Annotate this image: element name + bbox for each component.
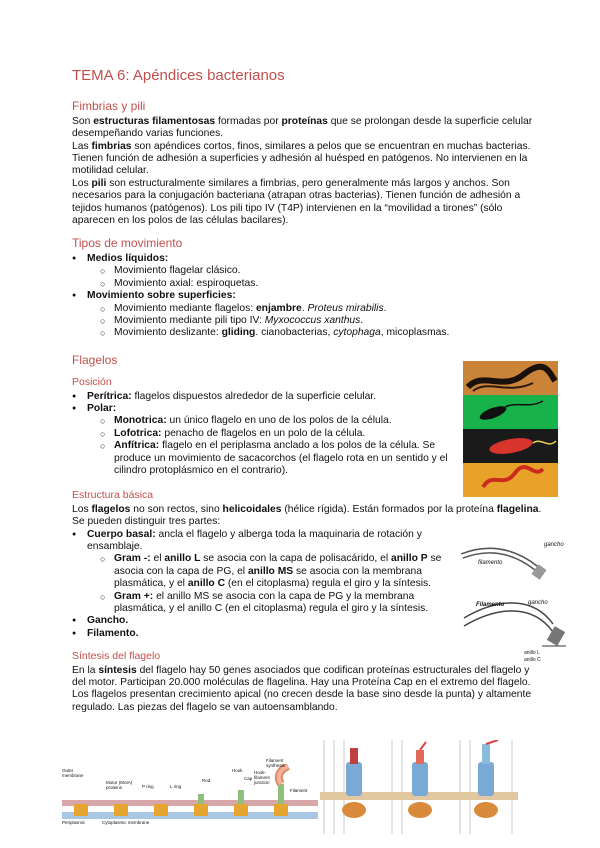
label-filamento-2: Filamento xyxy=(476,602,505,608)
page-title: TEMA 6: Apéndices bacterianos xyxy=(72,67,285,84)
list-item: ○ Movimiento deslizante: gliding. cianobacterias, cytophaga, micoplasmas. xyxy=(72,327,542,339)
label-l-ring: L ring xyxy=(170,784,182,789)
flagellum-assembly-panels xyxy=(320,740,518,834)
list-item: ○ Lofotrica: penacho de flagelos en un polo de la célula. xyxy=(72,428,462,440)
list-item: ○ Gram +: el anillo MS se asocia con la capa de PG y la membrana plasmática, y el anillo C (en el citoplasma) regula el giro y la síntesis. xyxy=(72,591,452,616)
list-item: ○ Movimiento flagelar clásico. xyxy=(72,265,542,277)
label-p-ring: P ring xyxy=(142,784,154,789)
list-item: ○ Movimiento mediante pili tipo IV: Myxococcus xanthus. xyxy=(72,315,542,327)
hook-filament-diagram xyxy=(458,538,573,666)
label-hook-filament-junction: Hook-filament junction xyxy=(254,770,270,785)
list-item: ● Gancho. xyxy=(72,615,452,627)
list-item: ○ Gram -: el anillo L se asocia con la capa de polisacárido, el anillo P se asocia con la capa de PG, el anillo MS se asocia con la membrana plasmática, y el anillo C (en el citoplasma) regula el giro y la síntesis. xyxy=(72,553,452,590)
list-item: ● Polar: xyxy=(72,403,462,415)
sintesis-heading: Síntesis del flagelo xyxy=(72,650,161,663)
label-gancho-1: gancho xyxy=(544,542,564,548)
posicion-list xyxy=(72,391,462,478)
list-item: ○ Anfítrica: flagelo en el periplasma anclado a los polos de la célula. Se produce un movimiento de sacacorchos (el flagelo rota en un sentido y el cilindro protoplásmico en el contrario). xyxy=(72,440,462,477)
label-periplasmic: Periplasmic xyxy=(62,820,86,825)
section-fimbrias-heading: Fimbrias y pili xyxy=(72,99,146,114)
label-anillo-l: anillo L xyxy=(524,650,540,656)
assembly-panels-svg xyxy=(320,740,518,834)
fimbrias-p2: Las fimbrias son apéndices cortos, finos, similares a pelos que se encuentran en muchas bacterias. Tienen función de adhesión a superficies y adhesión al huésped en patógenos. No intervienen en la motilidad celular. xyxy=(72,140,531,177)
label-filament: Filament xyxy=(290,788,308,793)
estructura-heading: Estructura básica xyxy=(72,489,154,502)
flagellum-synthesis-diagram xyxy=(62,758,318,830)
label-filamento-1: filamento xyxy=(478,560,503,566)
label-motor-proteins: Motor (MotA) proteins xyxy=(106,780,133,790)
label-cap: Cap xyxy=(244,776,253,781)
list-item: ○ Movimiento axial: espiroquetas. xyxy=(72,278,542,290)
estructura-list xyxy=(72,529,452,641)
posicion-heading: Posición xyxy=(72,376,112,389)
label-filament-synthesis: Filament synthesis xyxy=(266,758,285,768)
list-item: ● Medios líquidos: xyxy=(72,253,542,265)
label-outer-membrane: Outer membrane xyxy=(62,768,84,778)
flagella-micrograph-strip xyxy=(463,361,558,497)
label-gancho-2: gancho xyxy=(528,600,548,606)
movimiento-list xyxy=(72,253,542,340)
section-flagelos-heading: Flagelos xyxy=(72,352,118,367)
label-cytoplasmic-membrane: Cytoplasmic membrane xyxy=(102,820,150,825)
list-item: ○ Movimiento mediante flagelos: enjambre. Proteus mirabilis. xyxy=(72,303,542,315)
section-movimiento-heading: Tipos de movimiento xyxy=(72,236,183,251)
label-hook: Hook xyxy=(232,768,243,773)
label-anillo-c: anillo C xyxy=(524,657,541,663)
micrograph-image xyxy=(463,361,558,497)
estructura-p1: Los flagelos no son rectos, sino helicoidales (hélice rígida). Están formados por la proteína flagelina. Se pueden distinguir tres partes: xyxy=(72,503,542,528)
fimbrias-p1: Son estructuras filamentosas formadas por proteínas que se prolongan desde la superficie celular desempeñando varias funciones. xyxy=(72,115,533,140)
fimbrias-p3: Los pili son estructuralmente similares a fimbrias, pero generalmente más largos y anchos. Son necesarios para la conjugación bacteriana (atrapan otras bacterias). Tienen función de adhesión a tejidos humanos (patógenos). Los pili tipo IV (T4P) intervienen en la “movilidad a tirones” (sólo aparecen en los polos de las células bacilares). xyxy=(72,177,521,227)
list-item: ● Cuerpo basal: ancla el flagelo y alberga toda la maquinaria de rotación y ensamblaje. xyxy=(72,529,452,554)
list-item: ● Perítrica: flagelos dispuestos alrededor de la superficie celular. xyxy=(72,391,462,403)
sintesis-p1: En la síntesis del flagelo hay 50 genes asociados que codifican proteínas estructurales del flagelo y del motor. Participan 20.000 moléculas de flagelina. Hay una Proteína Cap en el extremo del flagelo. Los flagelos presentan crecimiento apical (no crecen desde la base sino desde la punta) y altamente regulado. Las piezas del flagelo se van autoensamblando. xyxy=(72,664,532,713)
list-item: ● Filamento. xyxy=(72,628,452,640)
label-rod: Rod xyxy=(202,778,211,783)
list-item: ○ Monotrica: un único flagelo en uno de los polos de la célula. xyxy=(72,415,462,427)
list-item: ● Movimiento sobre superficies: xyxy=(72,290,542,302)
